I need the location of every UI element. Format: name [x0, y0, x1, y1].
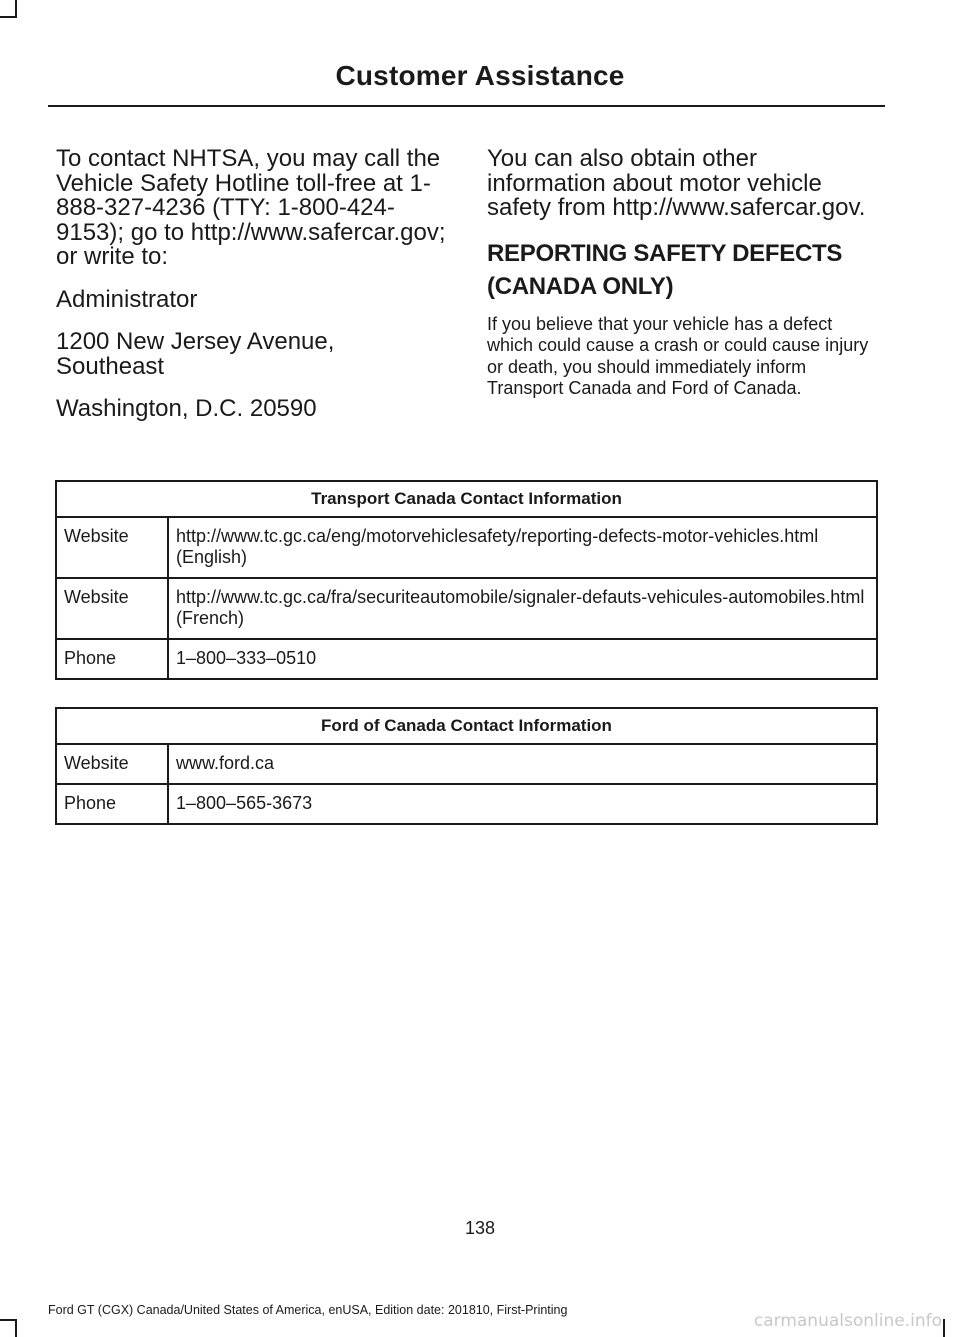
row-value: 1–800–565-3673: [168, 784, 877, 824]
safety-info-paragraph: You can also obtain other information about motor vehicle safety from http://www.safercar.gov.: [487, 145, 866, 221]
row-value: 1–800–333–0510: [168, 639, 877, 679]
defect-report-paragraph: If you believe that your vehicle has a defect which could cause a crash or could cause injury or death, you should immediately inform Transport Canada and Ford of Canada.: [487, 313, 869, 399]
table-row: [56, 517, 877, 578]
row-label: Website: [56, 578, 168, 639]
row-label: Phone: [56, 784, 168, 824]
row-label: Website: [56, 744, 168, 784]
row-value: http://www.tc.gc.ca/fra/securiteautomobile/signaler-defauts-vehicules-automobiles.html (French): [168, 578, 877, 639]
table-row: [56, 744, 877, 784]
page-title: Customer Assistance: [335, 60, 625, 91]
edition-footer: Ford GT (CGX) Canada/United States of America, enUSA, Edition date: 201810, First-Printing: [48, 1303, 568, 1317]
nhtsa-contact-paragraph: To contact NHTSA, you may call the Vehicle Safety Hotline toll-free at 1-888-327-4236 (TTY: 1-800-424-9153); go to http://www.safercar.gov; or write to:: [56, 145, 446, 270]
address-line: Washington, D.C. 20590: [56, 395, 317, 422]
section-heading: REPORTING SAFETY DEFECTS: [487, 239, 843, 267]
ford-canada-contact-table: [55, 707, 878, 825]
address-line: Administrator: [56, 285, 198, 313]
table-row: [56, 639, 877, 679]
crop-mark: [943, 1319, 945, 1337]
crop-mark: [0, 16, 17, 18]
right-column: [487, 147, 879, 400]
row-value: http://www.tc.gc.ca/eng/motorvehiclesafety/reporting-defects-motor-vehicles.html (English): [168, 517, 877, 578]
row-label: Phone: [56, 639, 168, 679]
transport-canada-contact-table: [55, 480, 878, 680]
table-row: [56, 578, 877, 639]
table-title: Ford of Canada Contact Information: [56, 708, 877, 744]
watermark: carmanualsonline.info: [753, 1311, 942, 1331]
left-column: [56, 147, 448, 440]
table-row: [56, 784, 877, 824]
section-heading: (CANADA ONLY): [487, 272, 674, 300]
row-value: www.ford.ca: [168, 744, 877, 784]
crop-mark: [0, 1319, 17, 1321]
address-line: 1200 New Jersey Avenue, Southeast: [56, 328, 335, 380]
table-title: Transport Canada Contact Information: [56, 481, 877, 517]
row-label: Website: [56, 517, 168, 578]
page-number: 138: [464, 1218, 496, 1238]
crop-mark: [15, 1319, 17, 1337]
header-divider: [48, 105, 885, 107]
